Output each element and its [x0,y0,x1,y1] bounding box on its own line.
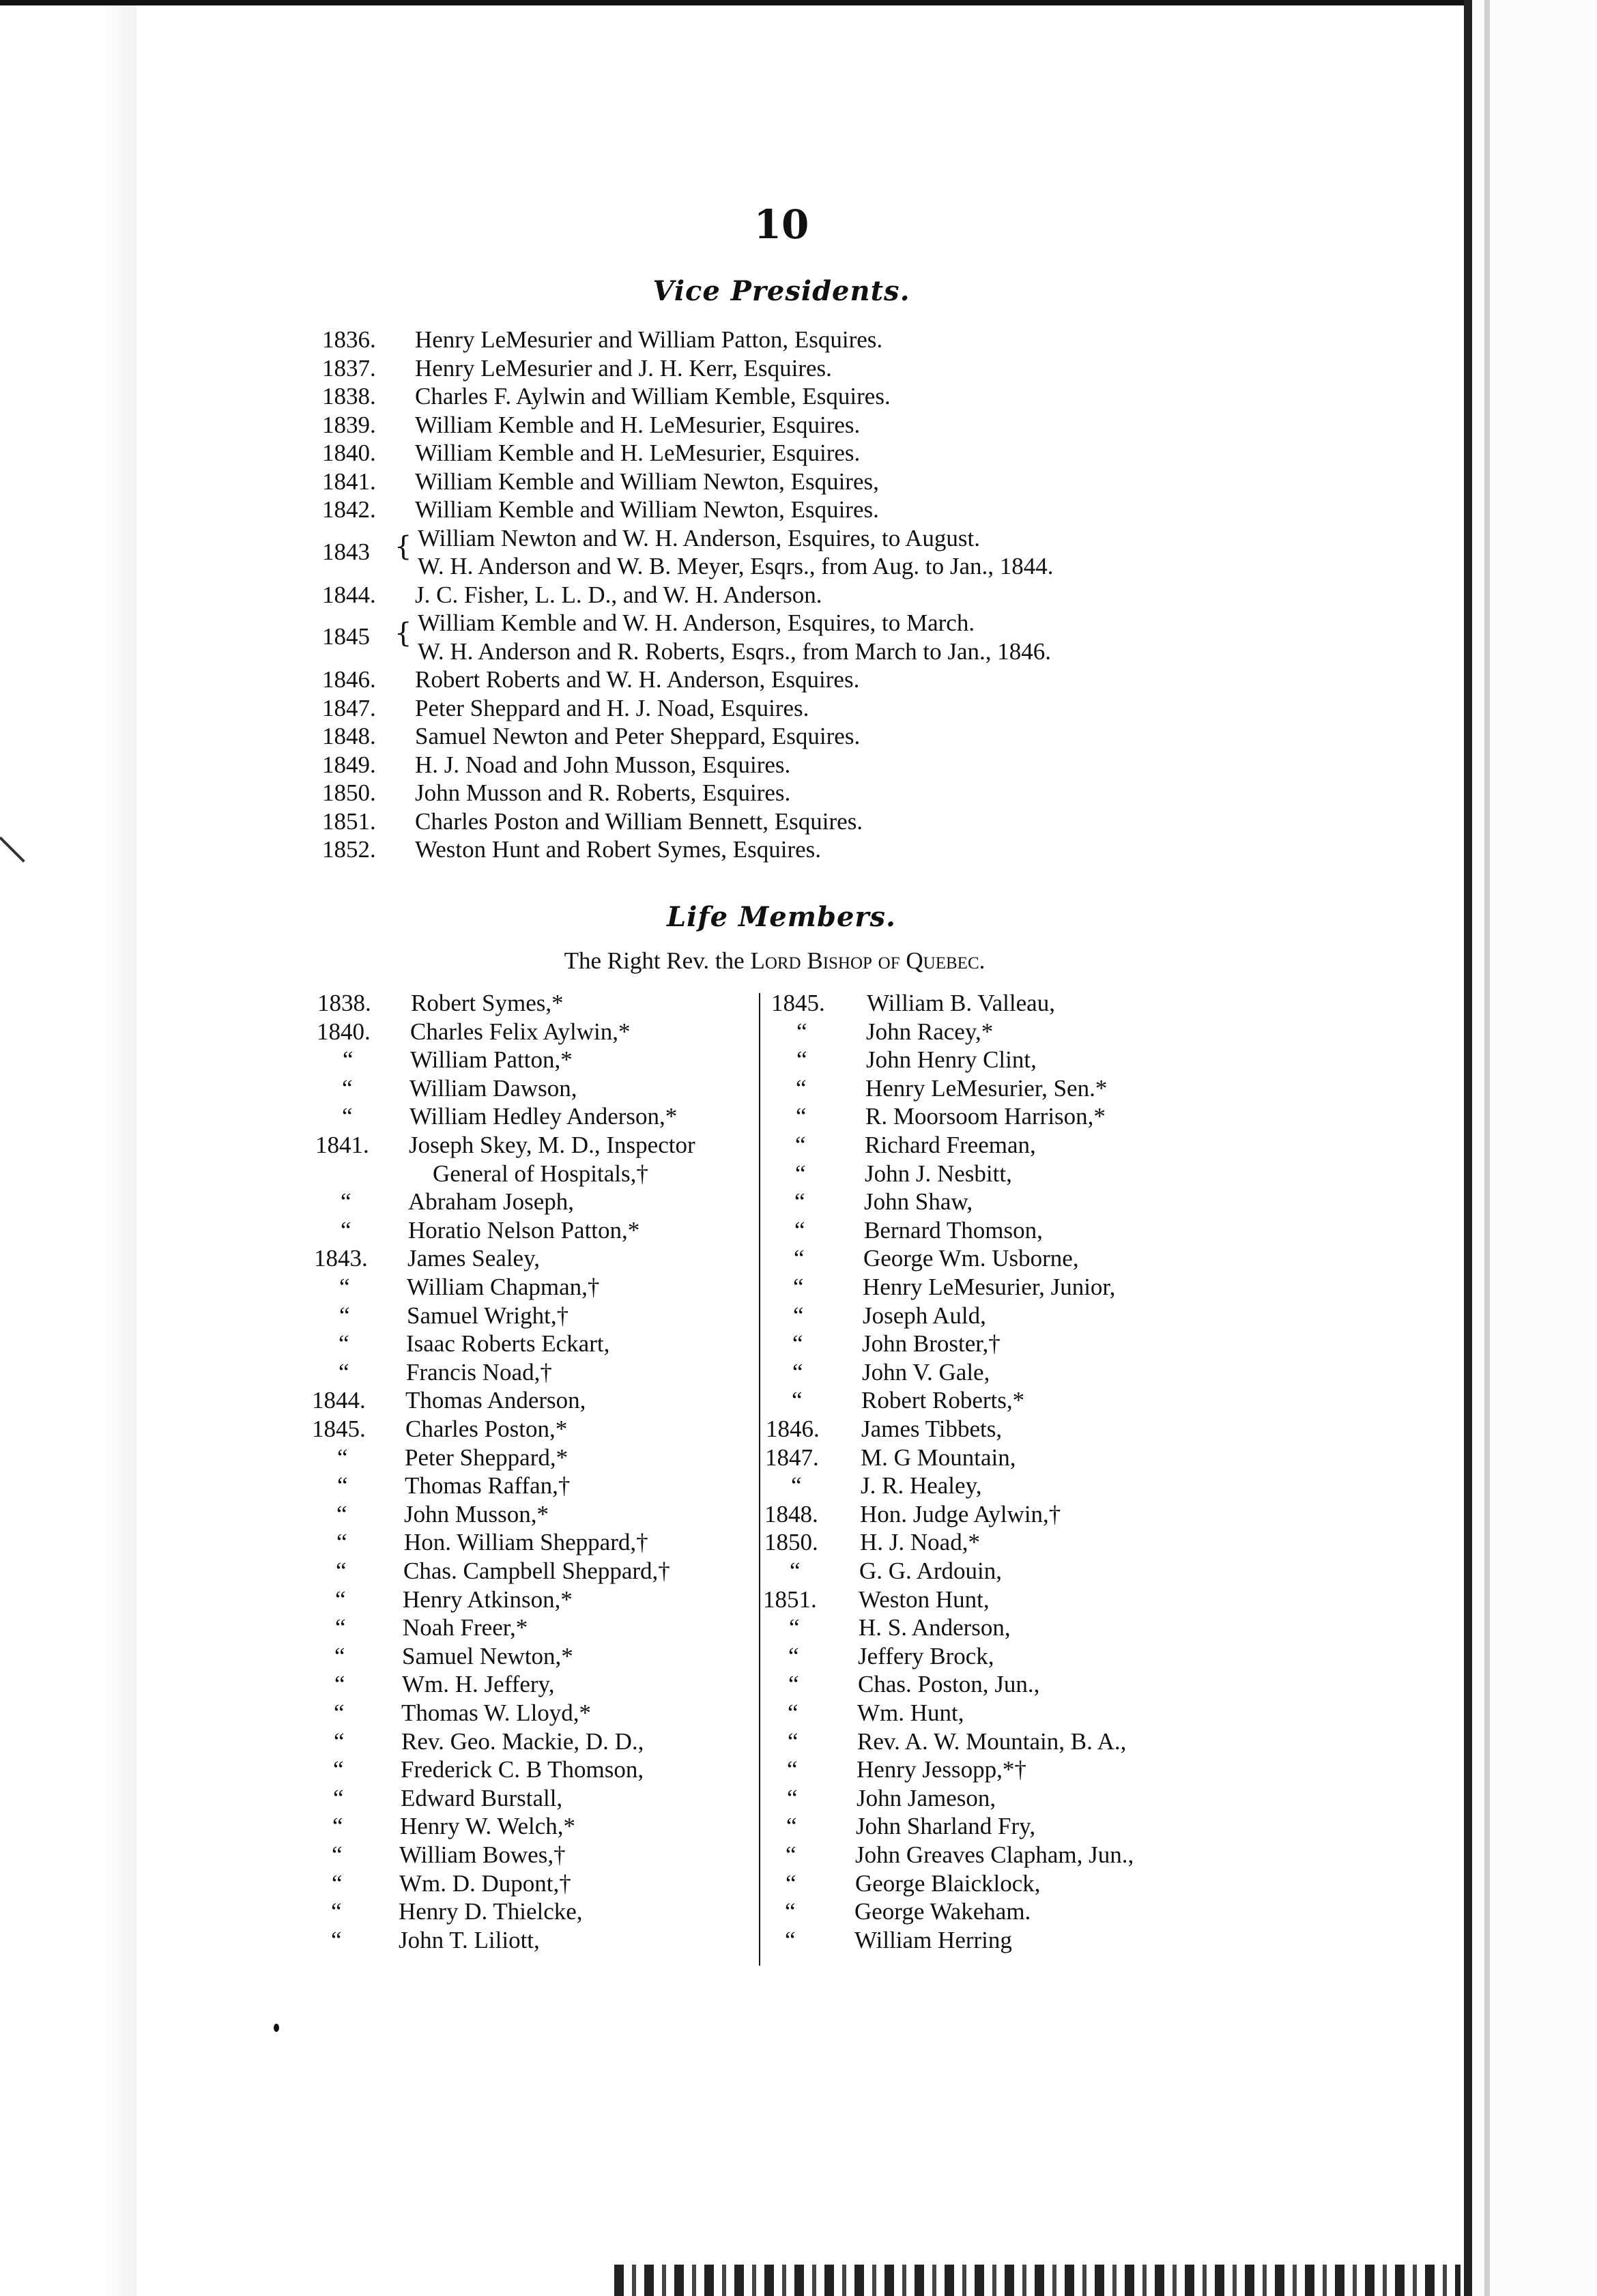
life-member-year: 1840. [317,1018,371,1045]
column-divider [759,993,760,1966]
life-member-name: Chas. Campbell Sheppard,† [403,1558,670,1584]
vice-president-year: 1838. [322,383,376,410]
life-member-name: Weston Hunt, [859,1585,990,1613]
life-member-year: “ [786,1869,796,1897]
life-member-year: “ [339,1274,350,1300]
life-member-year: 1848. [764,1500,818,1527]
life-member-name: Horatio Nelson Patton,* [408,1216,640,1244]
life-member-name: Henry Jessopp,*† [857,1756,1026,1783]
life-member-name: George Blaicklock, [855,1869,1041,1897]
life-member-name: Isaac Roberts Eckart, [406,1330,610,1358]
life-member-name: Charles Felix Aylwin,* [410,1018,631,1045]
life-member-year: “ [343,1046,354,1074]
life-member-year: “ [785,1898,796,1925]
life-member-name: General of Hospitals,† [433,1160,648,1187]
vice-president-names: William Newton and W. H. Anderson, Esquires, to August. [418,524,980,551]
vice-president-year: 1848. [322,723,376,749]
life-member-year: 1851. [763,1585,817,1613]
life-member-year: “ [341,1216,351,1244]
life-member-name: Wm. D. Dupont,† [399,1869,571,1897]
vice-president-year: 1836. [322,326,376,353]
life-member-year: 1845. [312,1416,366,1442]
life-member-name: Robert Roberts,* [861,1387,1025,1414]
life-member-year: “ [794,1188,805,1216]
life-member-year: “ [792,1387,803,1414]
vice-president-names: William Kemble and William Newton, Esquires, [415,468,879,495]
life-member-name: John Henry Clint, [866,1046,1037,1074]
scan-top-border [0,0,1597,5]
life-member-year: “ [786,1813,797,1840]
bishop-prefix: The Right Rev. the [564,947,751,974]
brace-1843: { [394,531,412,562]
vice-president-names: J. C. Fisher, L. L. D., and W. H. Anderson. [415,581,822,608]
life-member-name: Edward Burstall, [401,1784,563,1811]
life-member-name: Thomas W. Lloyd,* [401,1699,592,1726]
life-member-year: “ [333,1756,344,1783]
life-member-name: Henry Atkinson,* [403,1585,573,1613]
life-member-year: “ [796,1074,807,1102]
vice-president-names: H. J. Noad and John Musson, Esquires. [415,751,791,778]
vice-president-year: 1846. [322,666,376,693]
life-member-year: “ [334,1727,345,1755]
life-member-name: John T. Liliott, [399,1926,540,1953]
life-member-name: Hon. William Sheppard,† [404,1529,648,1556]
life-member-year: “ [334,1642,345,1669]
life-member-name: Richard Freeman, [865,1132,1036,1158]
life-member-year: “ [334,1671,345,1698]
life-member-name: John Greaves Clapham, Jun., [855,1841,1134,1868]
life-member-year: “ [787,1784,798,1811]
life-member-year: “ [788,1642,799,1669]
life-member-name: Thomas Raffan,† [405,1472,571,1499]
life-member-name: Thomas Anderson, [405,1387,586,1414]
vice-president-names: Henry LeMesurier and William Patton, Esquires. [415,326,883,353]
life-member-name: William B. Valleau, [867,990,1055,1016]
life-member-name: James Tibbets, [861,1416,1003,1442]
vice-president-names: Samuel Newton and Peter Sheppard, Esquires. [415,723,861,749]
vice-president-names: Charles F. Aylwin and William Kemble, Esquires. [415,383,891,410]
life-member-year: “ [342,1074,353,1102]
life-member-name: Charles Poston,* [405,1416,568,1442]
vice-president-names: William Kemble and H. LeMesurier, Esquires. [415,440,861,466]
life-member-year: “ [331,1926,342,1953]
life-member-year: “ [335,1614,346,1641]
life-member-name: Wm. Hunt, [857,1699,964,1726]
vice-president-names: Peter Sheppard and H. J. Noad, Esquires. [415,694,809,721]
bishop-line [0,947,1549,975]
vice-president-year: 1837. [322,354,376,382]
life-member-name: M. G Mountain, [861,1444,1016,1471]
life-member-year: “ [787,1756,798,1783]
life-member-name: Peter Sheppard,* [405,1444,569,1471]
life-member-name: Henry D. Thielcke, [399,1898,583,1925]
page-number: 10 [753,201,809,248]
life-member-name: Rev. A. W. Mountain, B. A., [857,1727,1127,1755]
life-member-name: Wm. H. Jeffery, [402,1671,555,1698]
life-members-heading: Life Members. [667,901,896,933]
life-member-name: Henry LeMesurier, Junior, [863,1274,1116,1300]
vice-president-names: W. H. Anderson and R. Roberts, Esqrs., from March to Jan., 1846. [418,637,1052,665]
vice-president-year: 1849. [322,751,376,778]
life-member-year: “ [331,1898,342,1925]
vice-president-names: W. H. Anderson and W. B. Meyer, Esqrs., from Aug. to Jan., 1844. [418,553,1054,579]
life-member-name: George Wm. Usborne, [863,1245,1079,1272]
life-member-name: William Dawson, [409,1074,577,1102]
life-member-name: R. Moorsoom Harrison,* [865,1103,1106,1130]
brace-1845: { [394,618,412,649]
life-member-year: “ [336,1500,347,1527]
life-member-year: 1841. [315,1132,369,1158]
life-member-year: “ [786,1841,796,1868]
life-member-name: John Jameson, [857,1784,996,1811]
life-member-name: Hon. Judge Aylwin,† [860,1500,1061,1527]
life-member-name: G. G. Ardouin, [859,1558,1003,1584]
life-member-year: “ [795,1160,806,1187]
life-member-name: John Musson,* [404,1500,549,1527]
vice-president-year: 1850. [322,779,376,806]
page-left-margin [0,0,136,2296]
life-member-name: John V. Gale, [862,1358,990,1386]
vice-presidents-heading: Vice Presidents. [652,275,910,307]
life-member-name: John Broster,† [862,1330,1001,1358]
life-member-name: Frederick C. B Thomson, [401,1756,644,1783]
life-member-name: Noah Freer,* [403,1614,528,1641]
life-member-year: “ [788,1671,799,1698]
life-member-name: J. R. Healey, [861,1472,982,1499]
life-member-name: William Herring [854,1926,1012,1953]
life-member-year: 1845. [771,990,825,1016]
life-member-name: Joseph Auld, [863,1302,986,1329]
life-member-name: Francis Noad,† [406,1358,552,1386]
life-member-name: John Shaw, [864,1188,973,1216]
life-member-year: “ [339,1358,349,1386]
life-member-name: H. J. Noad,* [860,1529,980,1556]
vice-president-names: John Musson and R. Roberts, Esquires. [415,779,791,806]
life-member-year: “ [796,1018,807,1045]
life-member-year: “ [791,1472,802,1499]
vice-president-names: Robert Roberts and W. H. Anderson, Esquires. [415,666,860,693]
life-member-name: John Racey,* [866,1018,994,1045]
vice-president-year: 1839. [322,411,376,438]
life-member-year: 1846. [766,1416,820,1442]
life-member-year: 1843. [314,1245,368,1272]
life-member-year: “ [335,1585,346,1613]
life-member-year: “ [793,1302,804,1329]
vice-president-year: 1847. [322,694,376,721]
life-member-name: Henry W. Welch,* [400,1813,576,1840]
life-member-name: John Sharland Fry, [856,1813,1036,1840]
life-member-name: Jeffery Brock, [858,1642,994,1669]
life-member-year: “ [341,1188,351,1216]
life-member-year: “ [796,1103,807,1130]
life-member-year: “ [789,1614,800,1641]
life-member-year: “ [795,1132,806,1158]
life-member-name: Joseph Skey, M. D., Inspector [409,1132,695,1158]
life-member-name: John J. Nesbitt, [865,1160,1012,1187]
vice-president-year: 1852. [322,836,376,863]
vice-president-names: Henry LeMesurier and J. H. Kerr, Esquires. [415,354,832,382]
vice-president-year: 1840. [322,440,376,466]
vice-president-year: 1842. [322,496,376,523]
vice-president-year: 1845 [322,623,370,650]
life-member-name: Samuel Newton,* [402,1642,573,1669]
life-member-name: Abraham Joseph, [408,1188,575,1216]
life-member-name: Henry LeMesurier, Sen.* [865,1074,1108,1102]
vice-president-names: William Kemble and W. H. Anderson, Esquires, to March. [418,609,975,636]
life-member-name: Chas. Poston, Jun., [858,1671,1040,1698]
vice-president-year: 1844. [322,581,376,608]
life-member-year: “ [792,1358,803,1386]
life-member-year: “ [792,1330,803,1358]
life-member-name: Robert Symes,* [411,990,564,1016]
life-member-year: “ [788,1699,798,1726]
life-member-year: “ [332,1813,343,1840]
life-member-name: Samuel Wright,† [407,1302,569,1329]
life-member-name: Bernard Thomson, [864,1216,1043,1244]
life-member-year: “ [336,1558,347,1584]
life-member-year: “ [337,1444,348,1471]
vice-president-year: 1851. [322,807,376,835]
life-member-name: Rev. Geo. Mackie, D. D., [401,1727,644,1755]
life-member-year: “ [794,1245,805,1272]
life-member-name: William Chapman,† [407,1274,600,1300]
ink-speck [274,2024,279,2032]
life-member-year: “ [339,1330,349,1358]
life-member-name: H. S. Anderson, [859,1614,1011,1641]
life-member-name: George Wakeham. [854,1898,1031,1925]
vice-president-names: Weston Hunt and Robert Symes, Esquires. [415,836,822,863]
life-member-year: “ [796,1046,807,1074]
life-member-year: 1844. [312,1387,366,1414]
life-member-year: “ [793,1274,804,1300]
life-member-year: “ [334,1699,345,1726]
vice-president-year: 1841. [322,468,376,495]
life-member-year: “ [785,1926,796,1953]
life-member-year: “ [339,1302,350,1329]
life-member-year: 1847. [765,1444,819,1471]
life-member-year: “ [788,1727,798,1755]
life-member-year: “ [332,1869,343,1897]
vice-president-names: Charles Poston and William Bennett, Esquires. [415,807,863,835]
life-member-year: “ [337,1472,348,1499]
life-member-name: James Sealey, [407,1245,541,1272]
life-member-year: 1850. [764,1529,818,1556]
life-member-year: “ [342,1103,353,1130]
life-member-name: William Bowes,† [399,1841,566,1868]
life-member-year: “ [794,1216,805,1244]
vice-president-names: William Kemble and H. LeMesurier, Esquires. [415,411,861,438]
scan-bottom-noise [614,2265,1461,2296]
life-member-name: William Patton,* [410,1046,573,1074]
life-member-name: William Hedley Anderson,* [409,1103,678,1130]
life-member-year: 1838. [317,990,371,1016]
vice-president-year: 1843 [322,538,370,565]
vice-president-names: William Kemble and William Newton, Esquires. [415,496,879,523]
life-member-year: “ [336,1529,347,1556]
life-member-year: “ [333,1784,344,1811]
scan-right-shadow [1484,0,1490,2296]
life-member-year: “ [790,1558,801,1584]
bishop-title: Lord Bishop of Quebec. [750,947,985,974]
life-member-year: “ [332,1841,343,1868]
